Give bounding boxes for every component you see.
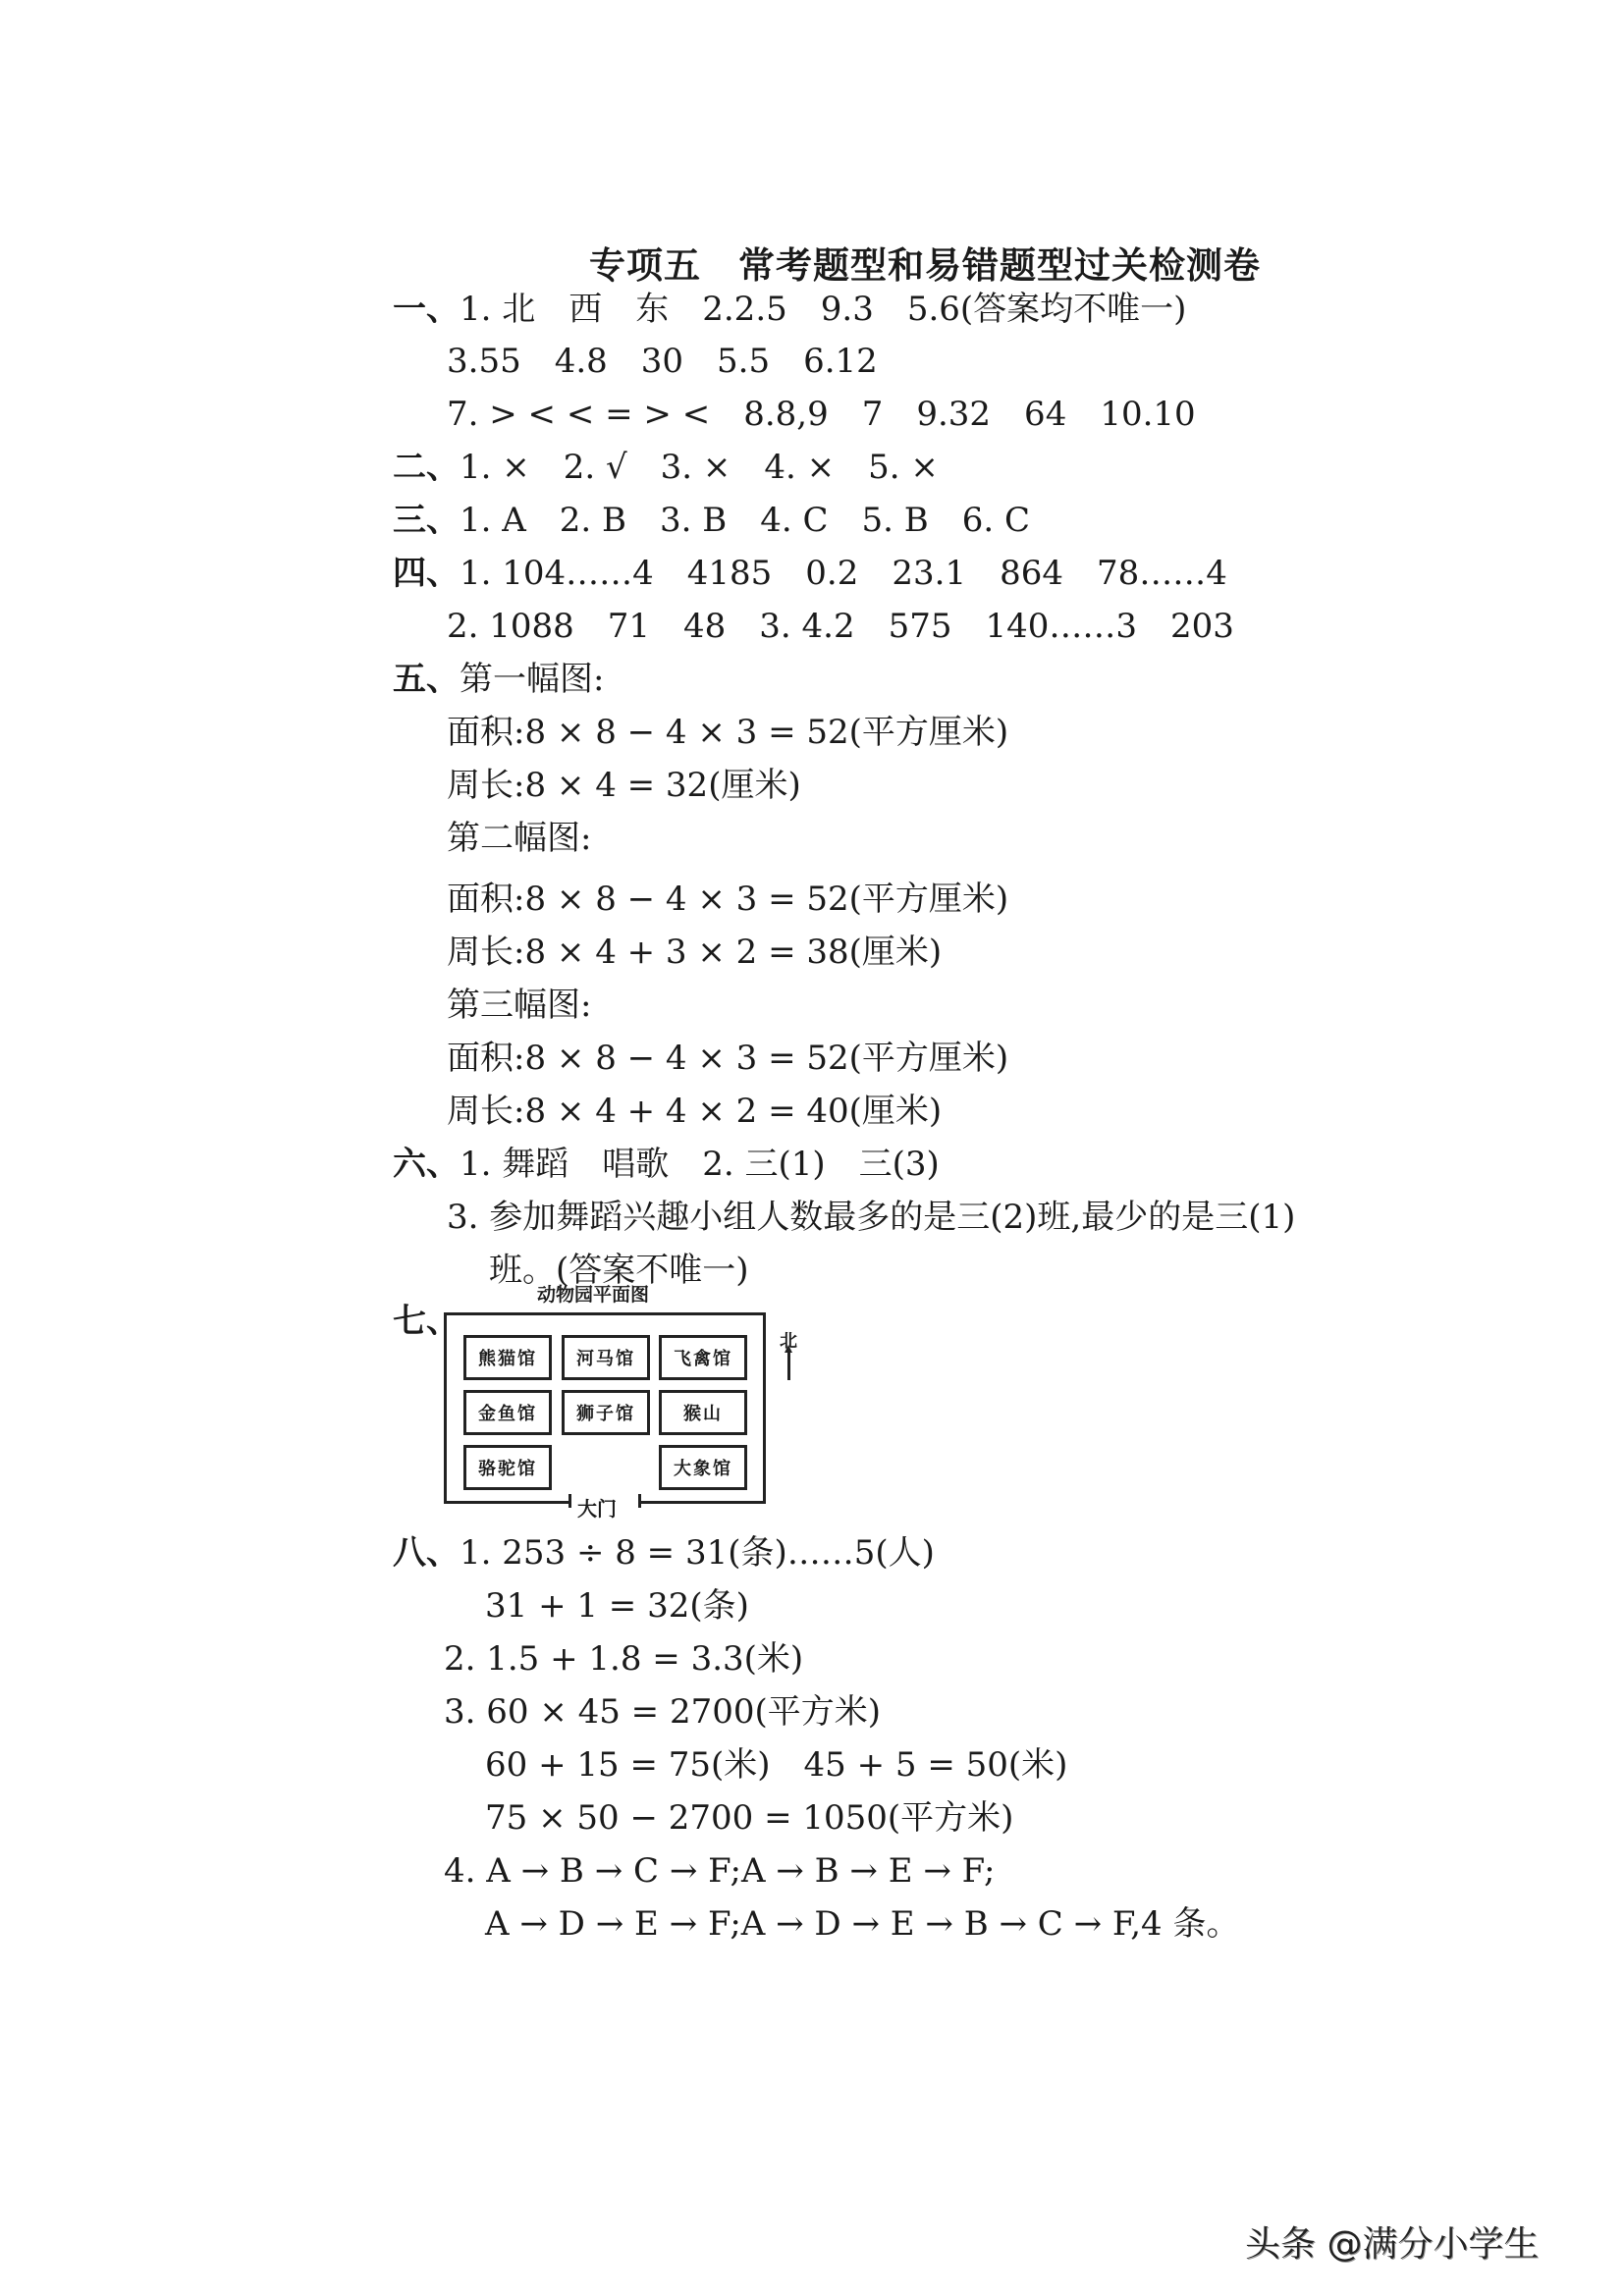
gate-marker-left xyxy=(568,1494,571,1508)
section-8-line-1: 八、1. 253 ÷ 8 = 31(条)……5(人) xyxy=(393,1533,935,1573)
section-1-line-2: 3.55 4.8 30 5.5 6.12 xyxy=(447,342,878,381)
section-2-label: 二、 xyxy=(393,448,460,487)
hall-lion: 狮子馆 xyxy=(562,1390,650,1435)
section-5-line-1: 五、第一幅图: xyxy=(393,660,605,699)
section-6-label: 六、 xyxy=(393,1145,460,1184)
page-title: 专项五 常考题型和易错题型过关检测卷 xyxy=(589,244,1261,287)
section-5-line-6: 周长:8 × 4 + 3 × 2 = 38(厘米) xyxy=(447,933,943,972)
section-5-line-5: 面积:8 × 8 − 4 × 3 = 52(平方厘米) xyxy=(447,880,1009,919)
section-7-label: 七、 xyxy=(393,1302,460,1341)
section-4-label: 四、 xyxy=(393,554,460,593)
section-8-line-5: 60 + 15 = 75(米) 45 + 5 = 50(米) xyxy=(485,1745,1068,1785)
section-1-line-1: 一、1. 北 西 东 2.2.5 9.3 5.6(答案均不唯一) xyxy=(393,290,1187,329)
section-8-label: 八、 xyxy=(393,1533,460,1573)
zoo-map-diagram xyxy=(444,1280,797,1525)
north-label: 北 xyxy=(780,1331,797,1352)
section-8-line-6: 75 × 50 − 2700 = 1050(平方米) xyxy=(485,1798,1014,1838)
north-arrow-icon xyxy=(787,1351,790,1380)
section-1-line-3: 7. > < < = > < 8.8,9 7 9.32 64 10.10 xyxy=(447,395,1196,434)
gate-label: 大门 xyxy=(577,1497,617,1521)
section-8-line-7: 4. A → B → C → F;A → B → E → F; xyxy=(444,1851,996,1891)
section-3-label: 三、 xyxy=(393,501,460,540)
section-5-line-9: 周长:8 × 4 + 4 × 2 = 40(厘米) xyxy=(447,1092,943,1131)
section-6-line-1: 六、1. 舞蹈 唱歌 2. 三(1) 三(3) xyxy=(393,1145,940,1184)
zoo-boundary-bottom-left xyxy=(444,1501,568,1504)
zoo-boundary-bottom-right xyxy=(640,1501,763,1504)
watermark: 头条 @满分小学生 xyxy=(1245,2224,1540,2265)
section-1-label: 一、 xyxy=(393,290,460,329)
hall-panda: 熊猫馆 xyxy=(463,1335,552,1380)
hall-elephant: 大象馆 xyxy=(659,1445,747,1490)
section-5-line-2: 面积:8 × 8 − 4 × 3 = 52(平方厘米) xyxy=(447,713,1009,752)
section-8-line-2: 31 + 1 = 32(条) xyxy=(485,1586,749,1626)
section-6-line-2: 3. 参加舞蹈兴趣小组人数最多的是三(2)班,最少的是三(1) xyxy=(447,1198,1296,1237)
hall-hippo: 河马馆 xyxy=(562,1335,650,1380)
hall-camel: 骆驼馆 xyxy=(463,1445,552,1490)
section-5-line-3: 周长:8 × 4 = 32(厘米) xyxy=(447,766,801,805)
hall-birds: 飞禽馆 xyxy=(659,1335,747,1380)
section-8-line-4: 3. 60 × 45 = 2700(平方米) xyxy=(444,1692,882,1732)
section-8-line-8: A → D → E → F;A → D → E → B → C → F,4 条。 xyxy=(485,1904,1240,1944)
section-5-label: 五、 xyxy=(393,660,460,699)
section-3-line-1: 三、1. A 2. B 3. B 4. C 5. B 6. C xyxy=(393,501,1031,540)
section-5-line-4: 第二幅图: xyxy=(447,819,592,858)
section-4-line-2: 2. 1088 71 48 3. 4.2 575 140……3 203 xyxy=(447,607,1234,646)
zoo-map-title: 动物园平面图 xyxy=(537,1284,650,1306)
hall-monkey-hill: 猴山 xyxy=(659,1390,747,1435)
section-2-line-1: 二、1. × 2. √ 3. × 4. × 5. × xyxy=(393,448,939,487)
section-4-line-1: 四、1. 104……4 4185 0.2 23.1 864 78……4 xyxy=(393,554,1227,593)
section-6-line-3: 班。(答案不唯一) xyxy=(489,1251,749,1290)
section-5-line-7: 第三幅图: xyxy=(447,986,592,1025)
hall-goldfish: 金鱼馆 xyxy=(463,1390,552,1435)
section-5-line-8: 面积:8 × 8 − 4 × 3 = 52(平方厘米) xyxy=(447,1039,1009,1078)
section-8-line-3: 2. 1.5 + 1.8 = 3.3(米) xyxy=(444,1639,804,1679)
gate-marker-right xyxy=(638,1494,641,1508)
